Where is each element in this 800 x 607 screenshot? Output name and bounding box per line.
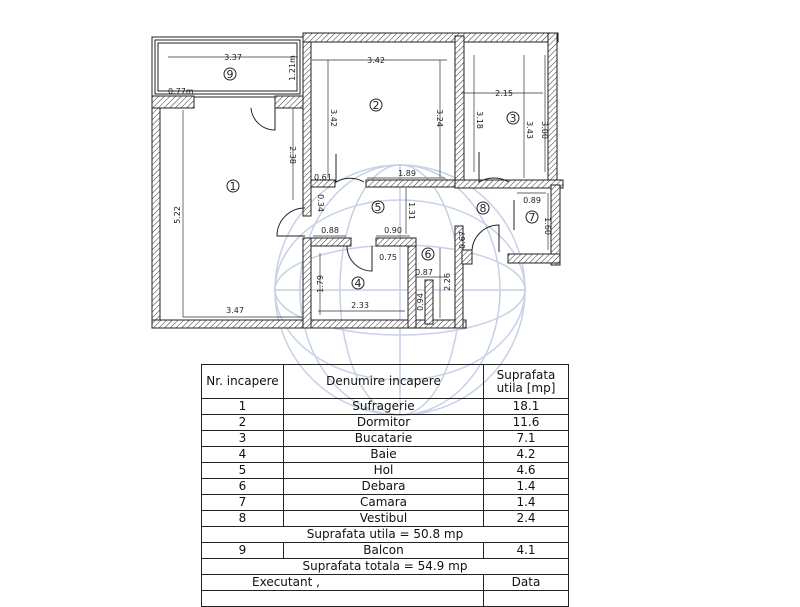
signature-blank-row <box>202 591 569 607</box>
table-row-balcony <box>202 543 569 559</box>
dim-hall-d: 0.90 <box>384 226 402 235</box>
table-row <box>202 447 569 463</box>
cell-area: 2.4 <box>484 511 569 527</box>
cell-name: Dormitor <box>284 415 484 431</box>
date-label: Data <box>484 575 569 591</box>
cell-name: Vestibul <box>284 511 484 527</box>
dim-room3-width: 2.15 <box>495 89 513 98</box>
dim-hall-wall: 1.89 <box>398 169 416 178</box>
table-header-row <box>202 365 569 399</box>
table-row <box>202 399 569 415</box>
dim-balcony-side: 0.77m <box>168 87 194 96</box>
cell-nr: 2 <box>202 415 284 431</box>
table-row <box>202 479 569 495</box>
dim-room3-c: 3.00 <box>540 121 549 139</box>
room-number-3: 3 <box>509 112 517 125</box>
table-row <box>202 511 569 527</box>
cell-nr: 5 <box>202 463 284 479</box>
table-row <box>202 463 569 479</box>
cell-area: 11.6 <box>484 415 569 431</box>
executant-value <box>202 591 484 607</box>
dim-debara-b: 0.94 <box>416 293 425 311</box>
cell-name: Hol <box>284 463 484 479</box>
room-number-1: 1 <box>229 180 237 193</box>
date-value <box>484 591 569 607</box>
cell-area: 18.1 <box>484 399 569 415</box>
grand-total: Suprafata totala = 54.9 mp <box>202 559 569 575</box>
rooms-table <box>201 364 569 607</box>
dim-vestibul-a: 0.67 <box>458 231 467 249</box>
dim-room7-height: 1.60 <box>543 217 552 235</box>
cell-area: 4.1 <box>484 543 569 559</box>
dim-room2-right: 3.24 <box>435 109 444 127</box>
dim-bath-a: 0.75 <box>379 253 397 262</box>
dim-hall-a: 0.61 <box>314 173 332 182</box>
dim-balcony-depth: 1.21m <box>288 55 297 81</box>
room-number-5: 5 <box>374 201 382 214</box>
dim-debara-width: 0.87 <box>415 268 433 277</box>
dim-hall-c: 0.88 <box>321 226 339 235</box>
header-name: Denumire incapere <box>284 365 484 399</box>
cell-area: 4.2 <box>484 447 569 463</box>
cell-nr: 7 <box>202 495 284 511</box>
dim-room7-width: 0.89 <box>523 196 541 205</box>
dim-balcony-width: 3.37 <box>224 53 242 62</box>
cell-area: 1.4 <box>484 495 569 511</box>
cell-name: Debara <box>284 479 484 495</box>
cell-nr: 9 <box>202 543 284 559</box>
header-nr: Nr. incapere <box>202 365 284 399</box>
cell-area: 1.4 <box>484 479 569 495</box>
table-row <box>202 415 569 431</box>
useful-total-row <box>202 527 569 543</box>
cell-name: Camara <box>284 495 484 511</box>
dim-hall-b: 0.34 <box>316 194 325 212</box>
cell-name: Bucatarie <box>284 431 484 447</box>
dim-debara-height: 2.26 <box>443 273 452 291</box>
dim-room1-width: 3.47 <box>226 306 244 315</box>
cell-nr: 8 <box>202 511 284 527</box>
cell-name: Baie <box>284 447 484 463</box>
room-number-6: 6 <box>424 248 432 261</box>
dim-room1-right: 2.38 <box>288 146 297 164</box>
dim-room2-left: 3.42 <box>329 109 338 127</box>
cell-nr: 1 <box>202 399 284 415</box>
cell-area: 7.1 <box>484 431 569 447</box>
grand-total-row <box>202 559 569 575</box>
dim-room2-width: 3.42 <box>367 56 385 65</box>
table-row <box>202 495 569 511</box>
dim-bath-height: 1.79 <box>316 275 325 293</box>
room-number-2: 2 <box>372 99 380 112</box>
cell-nr: 4 <box>202 447 284 463</box>
room-number-4: 4 <box>354 277 362 290</box>
cell-area: 4.6 <box>484 463 569 479</box>
useful-total: Suprafata utila = 50.8 mp <box>202 527 569 543</box>
cell-nr: 6 <box>202 479 284 495</box>
cell-name: Balcon <box>284 543 484 559</box>
table-row <box>202 431 569 447</box>
room-number-9: 9 <box>226 68 234 81</box>
dim-room3-a: 3.18 <box>475 111 484 129</box>
dim-hall-depth: 1.31 <box>407 202 416 220</box>
dim-bath-width: 2.33 <box>351 301 369 310</box>
cell-nr: 3 <box>202 431 284 447</box>
executant-label: Executant , <box>202 575 484 591</box>
dim-room1-height: 5.22 <box>173 206 182 224</box>
room-number-8: 8 <box>479 202 487 215</box>
cell-name: Sufragerie <box>284 399 484 415</box>
dim-room3-b: 3.43 <box>525 121 534 139</box>
header-area: Suprafata utila [mp] <box>484 365 569 399</box>
signature-row <box>202 575 569 591</box>
room-number-7: 7 <box>528 211 536 224</box>
